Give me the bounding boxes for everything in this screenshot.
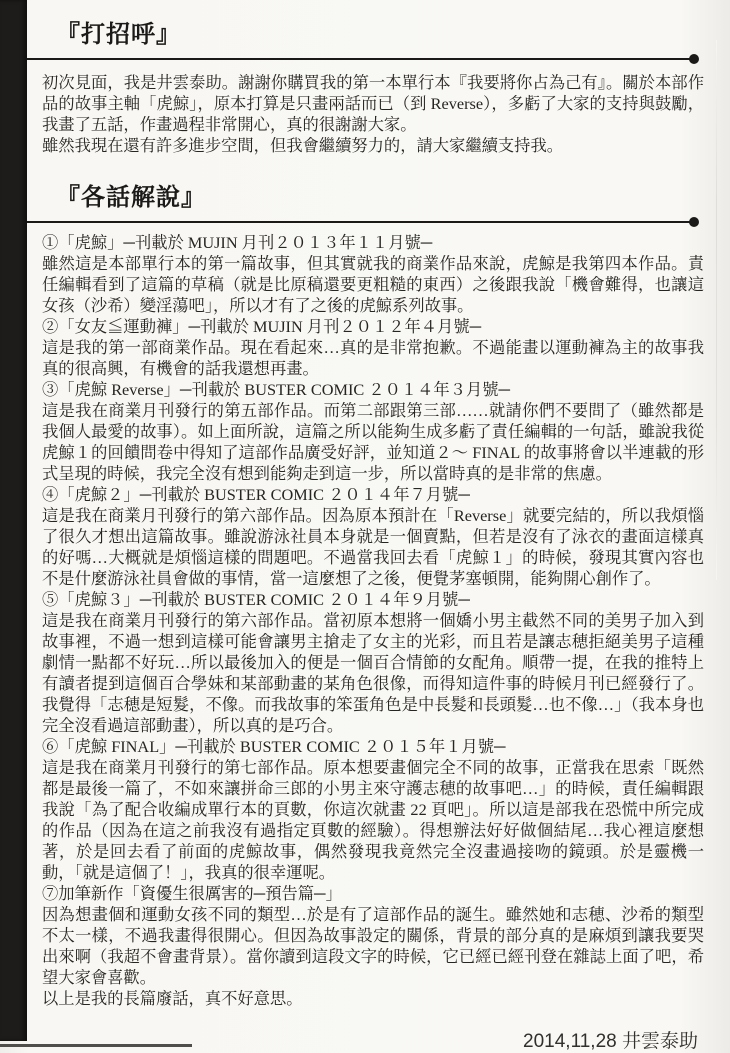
greeting-section bbox=[42, 20, 704, 156]
commentary-entry bbox=[42, 379, 704, 484]
commentary-entry bbox=[42, 589, 704, 736]
greeting-title: 『打招呼』 bbox=[56, 21, 181, 48]
commentary-entry bbox=[42, 883, 704, 988]
entry-body: 這是我在商業月刊發行的第七部作品。原本想要畫個完全不同的故事，正當我在思索「既然都是最後一篇了，不如來讓拼命三郎的小男主來守護志穂的故事吧…」的時候，責任編輯跟我說「為了配合收編成單行本的頁數，你這次就畫 22 頁吧」。所以這是部我在恐慌中所完成的作品（因為在這之前我沒有過指定頁數的經驗）。得想辦法好好做個結尾…我心裡這麼想著，於是回去看了前面的虎鯨故事，偶然發現我竟然完全沒畫過接吻的鏡頭。於是靈機一動，「就是這個了！」，我真的很幸運呢。 bbox=[42, 758, 704, 882]
entry-body: 因為想畫個和運動女孩不同的類型…於是有了這部作品的誕生。雖然她和志穂、沙希的類型不太一樣，不過我畫得很開心。但因為故事設定的關係，背景的部分真的是麻煩到讓我要哭出來啊（我超不會畫背景）。當你讀到這段文字的時候，它已經已經刊登在雜誌上面了吧，希望大家會喜歡。 bbox=[42, 905, 704, 987]
page bbox=[27, 0, 730, 1053]
entry-body: 這是我在商業月刊發行的第六部作品。因為原本預計在「Reverse」就要完結的，所以我煩惱了很久才想出這篇故事。雖說游泳社員本身就是一個賣點，但若是沒有了泳衣的畫面這樣真的好嗎…大概就是煩惱這樣的問題吧。不過當我回去看「虎鯨１」的時候，發現其實內容也不是什麼游泳社員會做的事情，當一這麼想了之後，便覺茅塞頓開，能夠開心創作了。 bbox=[42, 506, 704, 588]
commentary-entries bbox=[42, 232, 704, 1009]
commentary-divider bbox=[27, 221, 697, 223]
entry-heading: ②「女友≦運動褲」─刊載於 MUJIN 月刊２０１２年４月號─ bbox=[42, 317, 482, 336]
commentary-entry bbox=[42, 736, 704, 883]
book-spine-bar bbox=[0, 0, 27, 1041]
entry-heading: ⑤「虎鯨３」─刊載於 BUSTER COMIC ２０１４年９月號─ bbox=[42, 590, 470, 609]
closing-note: 以上是我的長篇廢話，真不好意思。 bbox=[42, 989, 303, 1008]
commentary-entry bbox=[42, 232, 704, 316]
greeting-paragraph: 雖然我現在還有許多進步空間，但我會繼續努力的，請大家繼續支持我。 bbox=[42, 136, 564, 155]
commentary-section bbox=[42, 183, 704, 1009]
entry-heading: ④「虎鯨２」─刊載於 BUSTER COMIC ２０１４年７月號─ bbox=[42, 485, 470, 504]
entry-body: 這是我在商業月刊發行的第六部作品。當初原本想將一個嬌小男主截然不同的美男子加入到故事裡，不過一想到這樣可能會讓男主搶走了女主的光彩，而且若是讓志穂拒絕美男子這種劇情一點都不好玩…所以最後加入的便是一個百合情節的女配角。順帶一提，在我的推特上有讀者提到這個百合學妹和某部動畫的某角色很像，而得知這件事的時候月刊已經發行了。我覺得「志穂是短髮，不像。而我故事的笨蛋角色是中長髮和長頭髮…也不像…」（我本身也完全沒看過這部動畫），所以真的是巧合。 bbox=[42, 611, 704, 735]
divider-end-dot bbox=[689, 217, 699, 227]
entry-heading: ③「虎鯨 Reverse」─刊載於 BUSTER COMIC ２０１４年３月號─ bbox=[42, 380, 511, 399]
divider-end-dot bbox=[689, 54, 699, 64]
entry-heading: ⑦加筆新作「資優生很厲害的─預告篇─」 bbox=[42, 884, 342, 903]
entry-body: 這是我在商業月刊發行的第五部作品。而第二部跟第三部……就請你們不要問了（雖然都是我個人最愛的故事）。如上面所說，這篇之所以能夠生成多虧了責任編輯的一句話，雖說我從虎鯨１的回饋問卷中得知了這部作品廣受好評，並知道２～ FINAL 的故事將會以半連載的形式呈現的時候，我完全沒有想到能夠走到這一步，所以當時真的是非常的焦慮。 bbox=[42, 401, 704, 483]
greeting-divider bbox=[27, 58, 697, 60]
commentary-entry bbox=[42, 316, 704, 379]
author-date-signature: 2014,11,28 井雲泰助 bbox=[523, 1031, 698, 1052]
entry-heading: ⑥「虎鯨 FINAL」─刊載於 BUSTER COMIC ２０１５年１月號─ bbox=[42, 737, 506, 756]
entry-body: 這是我的第一部商業作品。現在看起來…真的是非常抱歉。不過能畫以運動褲為主的故事我真的很高興，有機會的話我還想再畫。 bbox=[42, 338, 704, 378]
entry-heading: ①「虎鯨」─刊載於 MUJIN 月刊２０１３年１１月號─ bbox=[42, 233, 433, 252]
entry-body: 雖然這是本部單行本的第一篇故事，但其實就我的商業作品來說，虎鯨是我第四本作品。責任編輯看到了這篇的草稿（就是比原稿還要更粗糙的東西）之後跟我說「機會難得，也讓這女孩（沙希）變淫蕩吧」，所以才有了之後的虎鯨系列故事。 bbox=[42, 254, 704, 315]
greeting-paragraph: 初次見面，我是井雲泰助。謝謝你購買我的第一本單行本『我要將你占為己有』。關於本部作品的故事主軸「虎鯨」，原本打算是只畫兩話而已（到 Reverse），多虧了大家的支持與鼓勵，我畫了五話，作畫過程非常開心，真的很謝謝大家。 bbox=[42, 73, 704, 134]
commentary-title: 『各話解說』 bbox=[56, 184, 206, 211]
greeting-text bbox=[42, 72, 704, 156]
commentary-entry bbox=[42, 484, 704, 589]
